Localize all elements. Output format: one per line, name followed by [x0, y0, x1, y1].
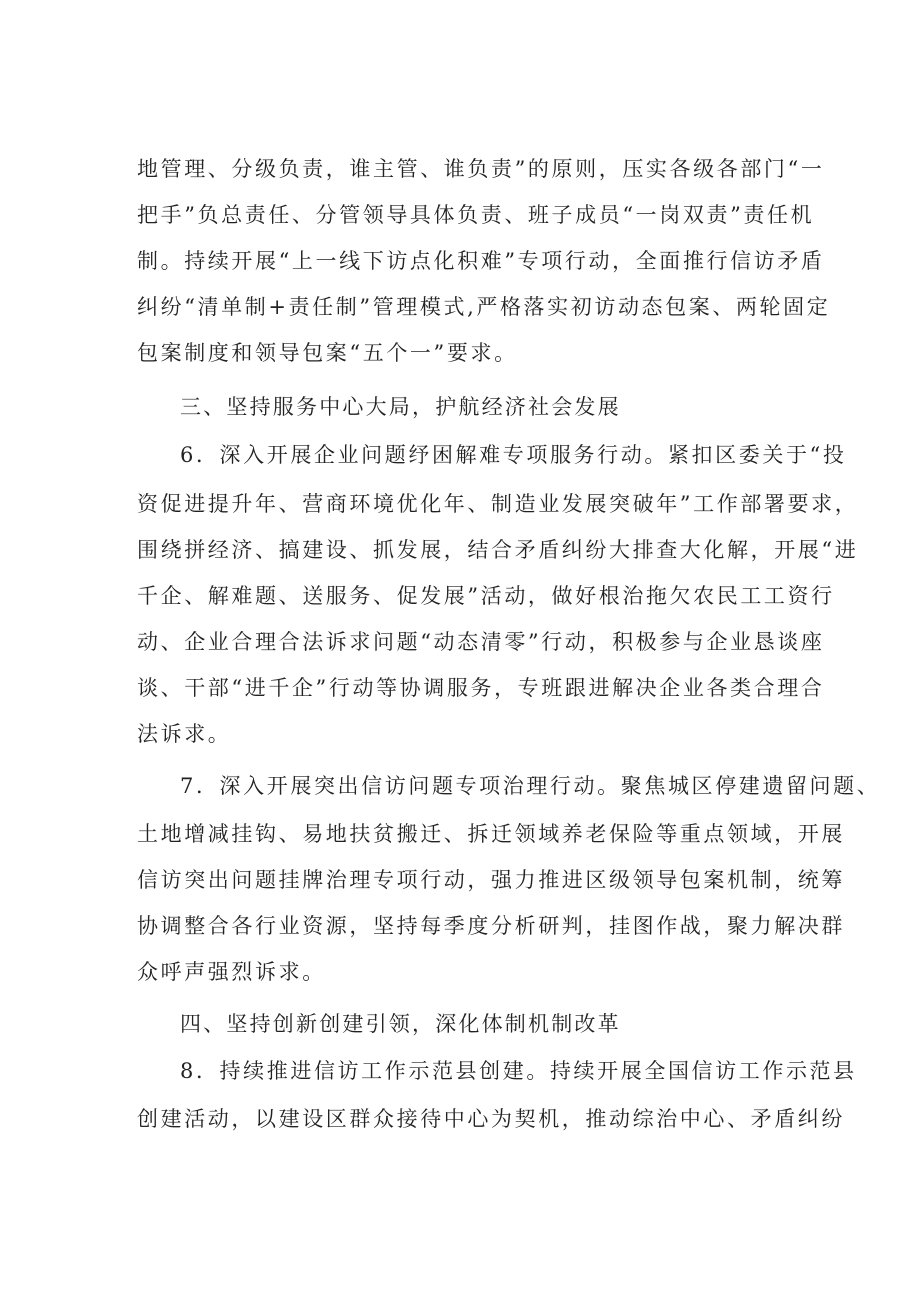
paragraph-line: 7．深入开展突出信访问题专项治理行动。聚焦城区停建遗留问题、 [180, 774, 881, 798]
paragraph-line: 动、企业合理合法诉求问题“动态清零”行动，积极参与企业恳谈座 [137, 630, 825, 654]
paragraph-line: 法诉求。 [137, 722, 232, 746]
paragraph-line: 资促进提升年、营商环境优化年、制造业发展突破年”工作部署要求， [137, 492, 859, 516]
paragraph-line: 千企、解难题、送服务、促发展”活动，做好根治拖欠农民工工资行 [137, 584, 835, 608]
paragraph-line: 信访突出问题挂牌治理专项行动，强力推进区级领导包案机制，统筹 [137, 868, 845, 892]
paragraph-line: 众呼声强烈诉求。 [137, 960, 326, 984]
paragraph-line: 围绕拼经济、搞建设、抓发展，结合矛盾纠纷大排查大化解，开展“进 [137, 538, 859, 562]
paragraph-line: 纠纷“清单制+责任制”管理模式,严格落实初访动态包案、两轮固定 [137, 295, 831, 319]
paragraph-line: 土地增减挂钩、易地扶贫搬迁、拆迁领域养老保险等重点领域，开展 [137, 822, 845, 846]
paragraph-line: 8．持续推进信访工作示范县创建。持续开展全国信访工作示范县 [180, 1059, 857, 1083]
section-heading-4: 四、坚持创新创建引领，深化体制机制改革 [180, 1012, 621, 1036]
section-heading-3: 三、坚持服务中心大局，护航经济社会发展 [180, 395, 621, 419]
paragraph-line: 把手”负总责任、分管领导具体负责、班子成员“一岗双责”责任机 [137, 203, 815, 227]
paragraph-line: 谈、干部“进千企”行动等协调服务，专班跟进解决企业各类合理合 [137, 676, 825, 700]
paragraph-line: 创建活动，以建设区群众接待中心为契机，推动综治中心、矛盾纠纷 [137, 1107, 845, 1131]
paragraph-line: 地管理、分级负责，谁主管、谁负责”的原则，压实各级各部门“一 [137, 157, 825, 181]
paragraph-line: 协调整合各行业资源，坚持每季度分析研判，挂图作战，聚力解决群 [137, 914, 845, 938]
paragraph-line: 6．深入开展企业问题纾困解难专项服务行动。紧扣区委关于“投 [180, 443, 847, 467]
paragraph-line: 包案制度和领导包案“五个一”要求。 [137, 341, 518, 365]
paragraph-line: 制。持续开展“上一线下访点化积难”专项行动，全面推行信访矛盾 [137, 249, 825, 273]
